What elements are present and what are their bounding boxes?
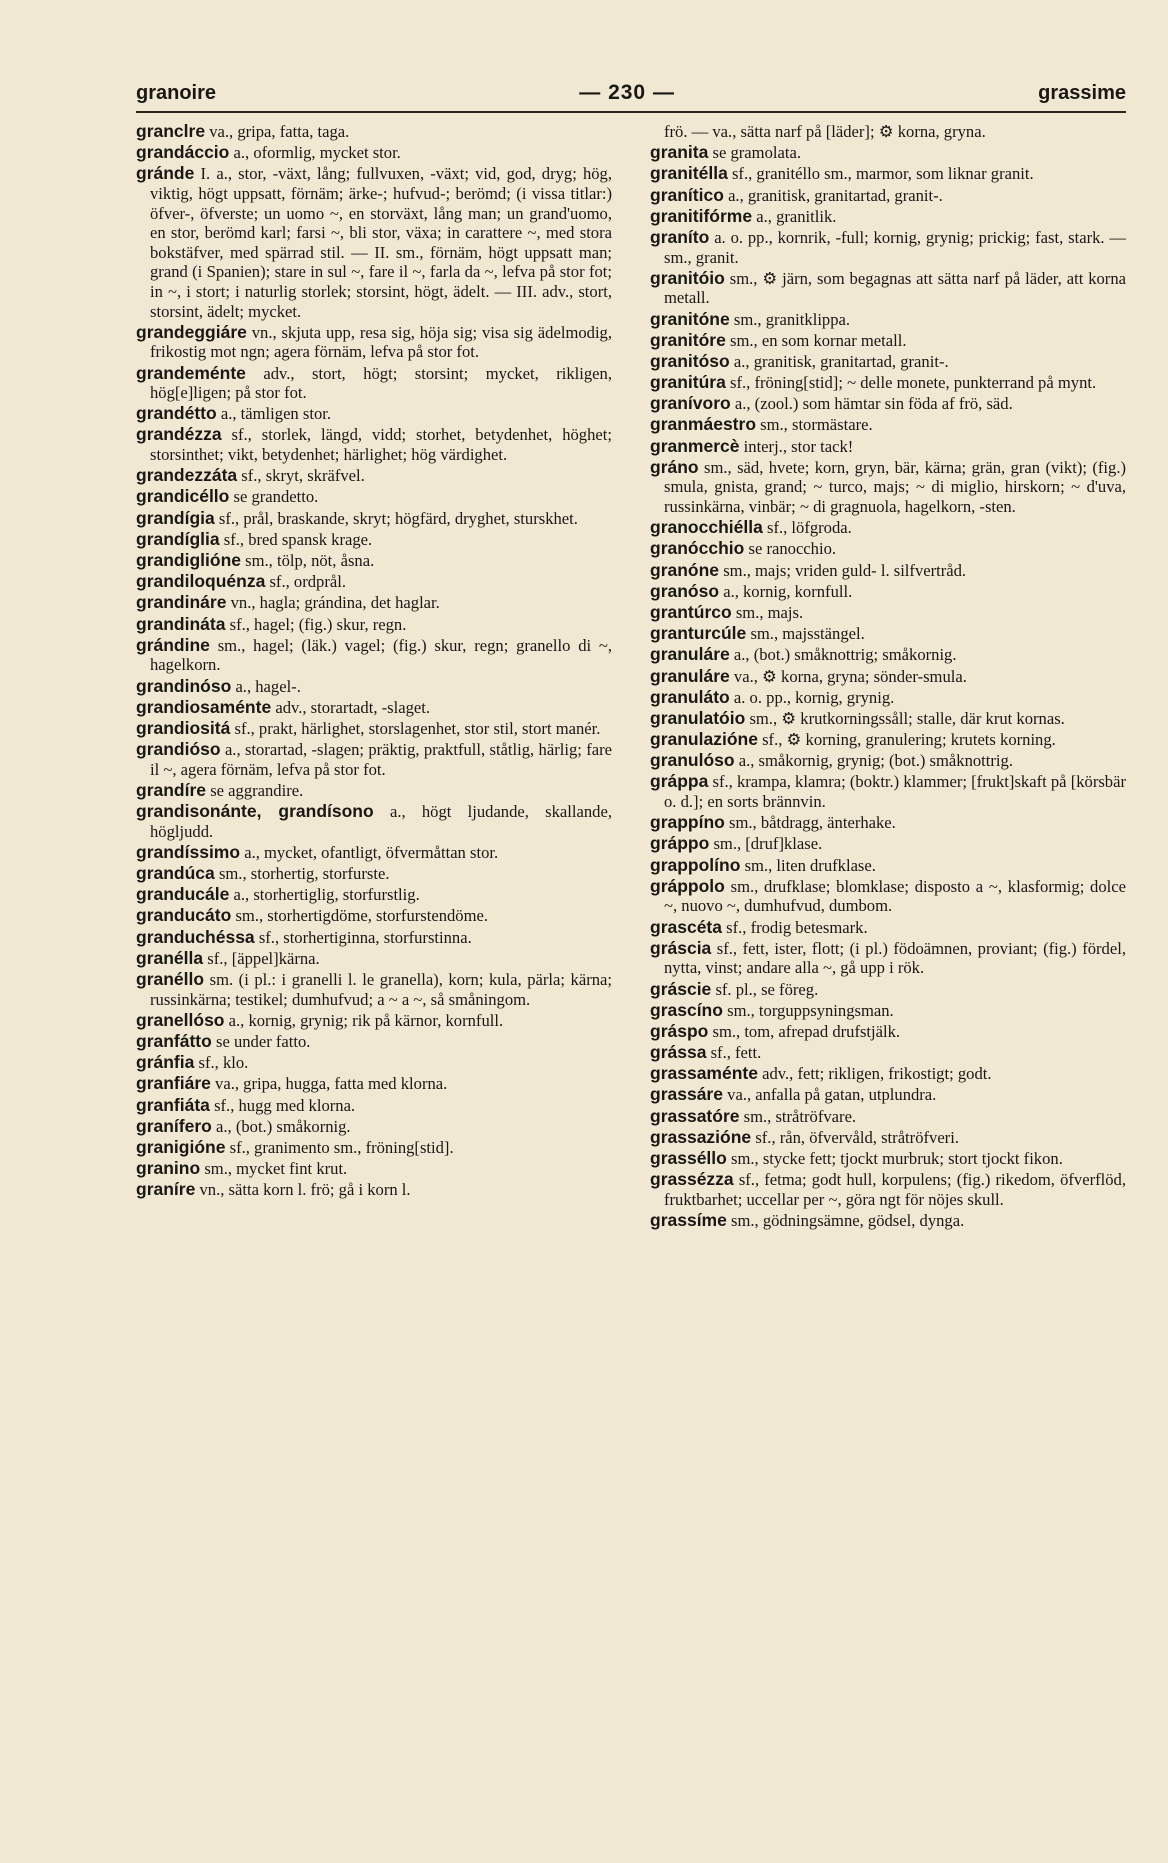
entry-headword: granclre [136, 121, 206, 141]
entry-headword: grascíno [650, 999, 723, 1020]
dictionary-entry [136, 593, 612, 613]
dictionary-entry [650, 1170, 1126, 1209]
entry-definition: sm., majsstängel. [750, 624, 865, 644]
entry-definition: a. o. pp., kornrik, -full; kornig, grynig; prickig; fast, stark. — sm., granit. [664, 227, 1126, 267]
dictionary-entry [650, 415, 1126, 435]
entry-headword: granulatóio [650, 707, 746, 728]
dictionary-entry [650, 269, 1126, 308]
entry-headword: gráscie [650, 978, 712, 999]
running-header [136, 78, 1126, 108]
entry-definition: se aggrandire. [210, 780, 304, 800]
entry-headword: granuláre [650, 665, 730, 686]
entry-headword: granducále [136, 884, 230, 905]
dictionary-entry [650, 310, 1126, 330]
entry-definition: sm., granitklippa. [733, 309, 851, 329]
entry-headword: granóne [650, 559, 720, 580]
dictionary-entry [650, 624, 1126, 644]
entry-definition: sm., säd, hvete; korn, gryn, bär, kärna; grän, gran (vikt); (fig.) smula, gnista, grand; ~ turco, majs; ~ di miglio, hirskorn; ~ d'uva, russinkärna, vinbär; ~ di gragnuola, hagelkorn, -sten. [664, 457, 1126, 516]
dictionary-entry [650, 122, 1126, 142]
entry-headword: grandicéllo [136, 486, 230, 507]
entry-definition: sm., en som kornar metall. [730, 330, 907, 350]
entry-definition: sm., hagel; (läk.) vagel; (fig.) skur, regn; granello di ~, hagelkorn. [150, 635, 613, 675]
entry-definition: a., kornig, grynig; rik på kärnor, kornfull. [228, 1010, 504, 1030]
entry-headword: granítico [650, 184, 724, 205]
entry-headword: grándine [136, 634, 210, 655]
entry-definition: sm., mycket fint krut. [204, 1159, 348, 1179]
dictionary-entry [136, 906, 612, 926]
entry-headword: granóso [650, 580, 720, 601]
dictionary-entry [136, 1138, 612, 1158]
entry-headword: graníto [650, 226, 710, 247]
entry-headword: granuláto [650, 686, 730, 707]
entry-definition: a., kornig, kornfull. [723, 581, 853, 601]
entry-definition: a., (bot.) småkornig. [216, 1116, 351, 1136]
dictionary-entry [650, 458, 1126, 517]
dictionary-entry [136, 698, 612, 718]
dictionary-entry [650, 352, 1126, 372]
entry-headword: granulóso [650, 750, 735, 771]
dictionary-entry [650, 688, 1126, 708]
entry-definition: sm. (i pl.: i granelli l. le granella), korn; kula, pärla; kärna; russinkärna; testikel; dumhufvud; a ~ a ~, så småningom. [150, 969, 612, 1009]
entry-definition: a., mycket, ofantligt, öfvermåttan stor. [244, 842, 499, 862]
entry-headword: granfátto [136, 1030, 212, 1051]
dictionary-entry [136, 487, 612, 507]
entry-headword: grandezzáta [136, 465, 238, 486]
header-last-word: grassime [1038, 81, 1126, 104]
entry-headword: grandíre [136, 779, 207, 800]
dictionary-entry [136, 323, 612, 362]
dictionary-entry [136, 530, 612, 550]
entry-headword: grandisonánte, grandísono [136, 801, 374, 822]
dictionary-entry [650, 918, 1126, 938]
dictionary-entry [650, 518, 1126, 538]
entry-definition: a., oformlig, mycket stor. [233, 143, 401, 163]
dictionary-entry [650, 1064, 1126, 1084]
entry-headword: grandeménte [136, 362, 246, 383]
entry-headword: grassáre [650, 1084, 723, 1105]
entry-headword: grappíno [650, 812, 725, 833]
entry-definition: sm., ⚙ krutkorningssåll; stalle, där krut kornas. [749, 708, 1065, 728]
entry-headword: gráspo [650, 1020, 709, 1041]
entry-headword: grandúca [136, 863, 215, 884]
dictionary-entry [136, 1180, 612, 1200]
entry-headword: gráppa [650, 771, 709, 792]
entry-headword: granitóio [650, 267, 725, 288]
entry-definition: va., ⚙ korna, gryna; sönder-smula. [733, 666, 967, 686]
dictionary-entry [650, 751, 1126, 771]
dictionary-entry [136, 1011, 612, 1031]
dictionary-entry [650, 980, 1126, 1000]
entry-headword: granigióne [136, 1136, 226, 1157]
entry-headword: granuláre [650, 644, 730, 665]
entry-definition: sf., fett, ister, flott; (i pl.) födoämnen, proviant; (fig.) fördel, nytta, vinst; andare alla ~, gå upp i rök. [664, 938, 1126, 978]
entry-definition: a., högt ljudande, skallande, högljudd. [150, 802, 612, 841]
dictionary-entry [650, 1128, 1126, 1148]
entry-headword: grassézza [650, 1169, 734, 1190]
dictionary-entry [650, 1022, 1126, 1042]
dictionary-entry [650, 186, 1126, 206]
dictionary-entry [136, 781, 612, 801]
entry-headword: granduchéssa [136, 926, 255, 947]
entry-headword: granfiáta [136, 1094, 210, 1115]
entry-headword: grandíssimo [136, 841, 241, 862]
entry-definition: a., hagel-. [235, 676, 301, 696]
entry-definition: a., granitlik. [756, 206, 837, 226]
dictionary-entry [650, 1107, 1126, 1127]
entry-definition: adv., fett; rikligen, frikostigt; godt. [762, 1064, 992, 1084]
dictionary-entry [650, 1043, 1126, 1063]
dictionary-entry [650, 1211, 1126, 1231]
entry-headword: granitúra [650, 372, 726, 393]
entry-headword: granívoro [650, 393, 731, 414]
entry-definition: sf., ⚙ korning, granulering; krutets korning. [762, 730, 1056, 750]
entry-definition: sm., liten drufklase. [744, 855, 876, 875]
entry-definition: sf., ordprål. [269, 572, 346, 592]
entry-definition: sm., gödningsämne, gödsel, dynga. [731, 1211, 965, 1230]
entry-headword: granitóre [650, 329, 726, 350]
entry-definition: sm., tölp, nöt, åsna. [245, 551, 375, 570]
entry-definition: sm., drufklase; blomklase; disposto a ~, klasformig; dolce ~, nuovo ~, dumhufvud, dumbom. [664, 876, 1126, 916]
entry-definition: adv., storartadt, -slaget. [275, 697, 431, 717]
dictionary-entry [650, 164, 1126, 184]
entry-headword: grandáccio [136, 142, 230, 163]
entry-definition: sm., stycke fett; tjockt murbruk; stort tjockt fikon. [731, 1149, 1063, 1169]
entry-definition: sf., fett. [710, 1043, 762, 1063]
entry-definition: a., granitisk, granitartad, granit-. [728, 185, 943, 205]
entry-headword: granellóso [136, 1009, 225, 1030]
dictionary-entry [136, 1117, 612, 1137]
dictionary-entry [136, 404, 612, 424]
dictionary-entry [136, 509, 612, 529]
dictionary-entry [136, 636, 612, 675]
entry-definition: interj., stor tack! [743, 436, 854, 456]
page-number: — 230 — [579, 81, 675, 104]
entry-headword: grandiglióne [136, 550, 241, 570]
entry-headword: grassaménte [650, 1063, 758, 1084]
entry-definition: sf., krampa, klamra; (boktr.) klammer; [frukt]skaft på [körsbär o. d.]; en sorts brännvin. [664, 772, 1126, 812]
dictionary-entry [650, 331, 1126, 351]
entry-definition: va., anfalla på gatan, utplundra. [727, 1085, 937, 1105]
dictionary-entry [136, 843, 612, 863]
entry-headword: grandináta [136, 613, 226, 634]
entry-definition: vn., skjuta upp, resa sig, höja sig; visa sig ädelmodig, frikostig mot ngn; agera förnäm, lefva på stor fot. [150, 322, 612, 362]
entry-headword: granitélla [650, 163, 728, 184]
dictionary-entry [136, 864, 612, 884]
entry-definition: se ranocchio. [748, 539, 837, 559]
entry-definition: se under fatto. [215, 1031, 311, 1051]
entry-headword: gránde [136, 163, 195, 184]
entry-headword: granélla [136, 947, 204, 968]
entry-headword: grandinóso [136, 675, 232, 696]
dictionary-entry [650, 877, 1126, 916]
entry-headword: grassatóre [650, 1105, 740, 1126]
entry-definition: se grandetto. [233, 487, 319, 507]
entry-headword: grandiosaménte [136, 696, 272, 717]
dictionary-entry [136, 551, 612, 571]
entry-headword: grassazióne [650, 1126, 752, 1147]
dictionary-entry [136, 425, 612, 464]
entry-definition: sf., hugg med klorna. [214, 1095, 356, 1115]
entry-definition: sf., prål, braskande, skryt; högfärd, dryghet, sturskhet. [218, 508, 578, 528]
entry-definition: a., storartad, -slagen; präktig, praktfull, ståtlig, härlig; fare il ~, agera förnäm, lefva på stor fot. [150, 740, 612, 779]
dictionary-entry [136, 364, 612, 403]
dictionary-entry [650, 813, 1126, 833]
entry-definition: sf. pl., se föreg. [715, 979, 819, 999]
dictionary-entry [650, 1085, 1126, 1105]
left-column [136, 122, 612, 1201]
entry-definition: sf., bred spansk krage. [223, 529, 373, 549]
dictionary-entry [650, 561, 1126, 581]
entry-definition: vn., hagla; grándina, det haglar. [230, 593, 440, 613]
entry-headword: granmáestro [650, 414, 757, 435]
entry-headword: granita [650, 142, 709, 163]
dictionary-entry [650, 856, 1126, 876]
dictionary-entry [136, 719, 612, 739]
dictionary-entry [136, 970, 612, 1009]
dictionary-entry [136, 1096, 612, 1116]
entry-headword: grasséllo [650, 1148, 727, 1169]
entry-headword: granitifórme [650, 205, 753, 226]
entry-headword: grandézza [136, 424, 222, 445]
entry-headword: graníre [136, 1179, 196, 1200]
dictionary-entry [136, 615, 612, 635]
dictionary-entry [650, 373, 1126, 393]
entry-definition: a., (bot.) småknottrig; småkornig. [733, 645, 957, 665]
dictionary-entry [136, 677, 612, 697]
entry-definition: sm., [druf]klase. [713, 834, 823, 854]
entry-headword: grassíme [650, 1210, 727, 1230]
dictionary-entry [650, 1001, 1126, 1021]
dictionary-entry [136, 572, 612, 592]
entry-definition: sf., fröning[stid]; ~ delle monete, punkterrand på mynt. [730, 373, 1097, 393]
entry-headword: gráno [650, 456, 699, 477]
entry-headword: grandíglia [136, 528, 220, 549]
dictionary-entry [650, 394, 1126, 414]
dictionary-entry [650, 730, 1126, 750]
dictionary-entry [650, 539, 1126, 559]
dictionary-entry [650, 582, 1126, 602]
dictionary-entry [136, 1032, 612, 1052]
entry-definition: va., gripa, hugga, fatta med klorna. [215, 1074, 448, 1094]
entry-definition: sf., fetma; godt hull, korpulens; (fig.) rikedom, öfverflöd, fruktbarhet; uccellar per ~, göra ngt för nöjes skull. [664, 1170, 1126, 1209]
entry-definition: sf., prakt, härlighet, storslagenhet, stor stil, stort manér. [234, 718, 601, 738]
entry-headword: grascéta [650, 916, 722, 937]
entry-definition: a., tämligen stor. [220, 404, 332, 424]
entry-definition: a., småkornig, grynig; (bot.) småknottrig. [738, 751, 1013, 771]
dictionary-entry [136, 466, 612, 486]
entry-headword: granífero [136, 1115, 212, 1136]
entry-headword: granfiáre [136, 1073, 211, 1094]
dictionary-entry [650, 667, 1126, 687]
entry-headword: grandígia [136, 507, 215, 528]
entry-headword: grandétto [136, 403, 217, 424]
dictionary-entry [650, 709, 1126, 729]
entry-definition: vn., sätta korn l. frö; gå i korn l. [199, 1180, 411, 1200]
entry-definition: sf., granitéllo sm., marmor, som liknar granit. [731, 164, 1034, 184]
dictionary-entry [136, 122, 612, 142]
entry-definition: sm., majs; vriden guld- l. silfvertråd. [723, 560, 967, 580]
dictionary-entry [136, 1074, 612, 1094]
dictionary-entry [136, 885, 612, 905]
entry-definition: sf., skryt, skräfvel. [241, 466, 365, 486]
dictionary-entry [136, 928, 612, 948]
dictionary-entry [136, 1159, 612, 1179]
entry-headword: gráscia [650, 937, 712, 958]
dictionary-entry [650, 939, 1126, 978]
entry-definition: se gramolata. [712, 143, 801, 163]
dictionary-entry [136, 802, 612, 841]
entry-headword: gráppolo [650, 875, 725, 896]
entry-definition: a., storhertiglig, storfurstlig. [233, 885, 420, 905]
entry-definition: sm., storhertigdöme, storfurstendöme. [235, 906, 489, 926]
dictionary-entry [650, 207, 1126, 227]
dictionary-entry [650, 834, 1126, 854]
entry-definition: sm., stråtröfvare. [743, 1106, 857, 1126]
entry-headword: granulazióne [650, 729, 758, 750]
entry-definition: sf., rån, öfvervåld, stråtröfveri. [755, 1127, 959, 1147]
dictionary-entry [650, 645, 1126, 665]
right-column [650, 122, 1126, 1232]
entry-definition: a. o. pp., kornig, grynig. [733, 687, 895, 707]
entry-definition: sf., storlek, längd, vidd; storhet, betydenhet, höghet; storsinthet; vikt, betydenhet; härlighet; hög värdighet. [150, 425, 612, 465]
dictionary-entry [136, 164, 612, 321]
entry-headword: granéllo [136, 968, 205, 989]
entry-headword: granturcúle [650, 623, 747, 644]
entry-definition: sm., båtdragg, änterhake. [729, 813, 896, 833]
dictionary-entry [650, 437, 1126, 457]
dictionary-entry [136, 740, 612, 779]
entry-headword: grantúrco [650, 601, 732, 622]
entry-headword: grandiositá [136, 717, 231, 738]
entry-headword: grássa [650, 1042, 707, 1063]
dictionary-entry [650, 143, 1126, 163]
entry-definition: I. a., stor, -växt, lång; fullvuxen, -växt; vid, god, dryg; hög, viktig, högt uppsatt, förnäm; ärke-; hufvud-; berömd; (i vissa titlar:) öfver-, öfverste; un uomo ~, en storväxt, lång man; un grand'uomo, en stor, berömd karl; farsi ~, bli stor, växa; in carattere ~, med stora bokstäfver, med spärrad stil. — II. sm., förnäm, högt uppsatt man; grand (i Spanien); stare in sul ~, fare il ~, farla da ~, lefva på stor fot; in ~, i stort; i naturlig storlek; storsint, högt, ädelt. — III. adv., stort, storsint, ädelt; mycket. [150, 164, 612, 321]
entry-definition: sf., storhertiginna, storfurstinna. [258, 927, 472, 947]
entry-definition: adv., stort, högt; storsint; mycket, rikligen, hög[e]ligen; på stor fot. [150, 363, 612, 403]
entry-definition: sm., stormästare. [760, 415, 873, 435]
dictionary-entry [650, 1149, 1126, 1169]
entry-headword: granocchiélla [650, 517, 763, 538]
entry-headword: gránfia [136, 1052, 195, 1073]
entry-headword: granitóne [650, 308, 730, 329]
entry-headword: grandióso [136, 739, 221, 760]
entry-definition: sm., torguppsyningsman. [727, 1000, 894, 1020]
entry-definition: sf., granimento sm., fröning[stid]. [229, 1137, 454, 1157]
entry-headword: grandeggiáre [136, 321, 247, 342]
header-first-word: granoire [136, 81, 217, 104]
entry-headword: granino [136, 1158, 201, 1179]
entry-definition: frö. — va., sätta narf på [läder]; ⚙ korna, gryna. [664, 122, 986, 141]
header-rule [136, 111, 1126, 113]
entry-definition: sm., ⚙ järn, som begagnas att sätta narf på läder, att korna metall. [664, 268, 1126, 308]
entry-definition: sm., storhertig, storfurste. [218, 864, 390, 884]
entry-headword: granducáto [136, 905, 232, 926]
entry-headword: grandináre [136, 592, 227, 613]
entry-definition: sf., klo. [198, 1053, 249, 1073]
entry-definition: sm., majs. [735, 602, 804, 622]
dictionary-entry [650, 228, 1126, 267]
entry-headword: grandiloquénza [136, 571, 266, 592]
dictionary-entry [650, 772, 1126, 811]
entry-headword: gráppo [650, 833, 710, 854]
entry-headword: grappolíno [650, 854, 741, 875]
entry-headword: granmercè [650, 435, 740, 456]
entry-definition: a., (zool.) som hämtar sin föda af frö, säd. [734, 394, 1013, 414]
entry-definition: sm., tom, afrepad drufstjälk. [712, 1021, 901, 1041]
entry-definition: sf., hagel; (fig.) skur, regn. [229, 614, 407, 634]
dictionary-entry [650, 603, 1126, 623]
entry-definition: sf., frodig betesmark. [726, 917, 868, 937]
entry-definition: a., granitisk, granitartad, granit-. [733, 351, 949, 371]
dictionary-entry [136, 949, 612, 969]
dictionary-entry [136, 143, 612, 163]
entry-headword: granitóso [650, 350, 730, 371]
entry-definition: va., gripa, fatta, taga. [209, 122, 350, 141]
entry-definition: sf., löfgroda. [766, 518, 852, 538]
entry-definition: sf., [äppel]kärna. [207, 948, 320, 968]
entry-headword: granócchio [650, 538, 745, 559]
dictionary-entry [136, 1053, 612, 1073]
